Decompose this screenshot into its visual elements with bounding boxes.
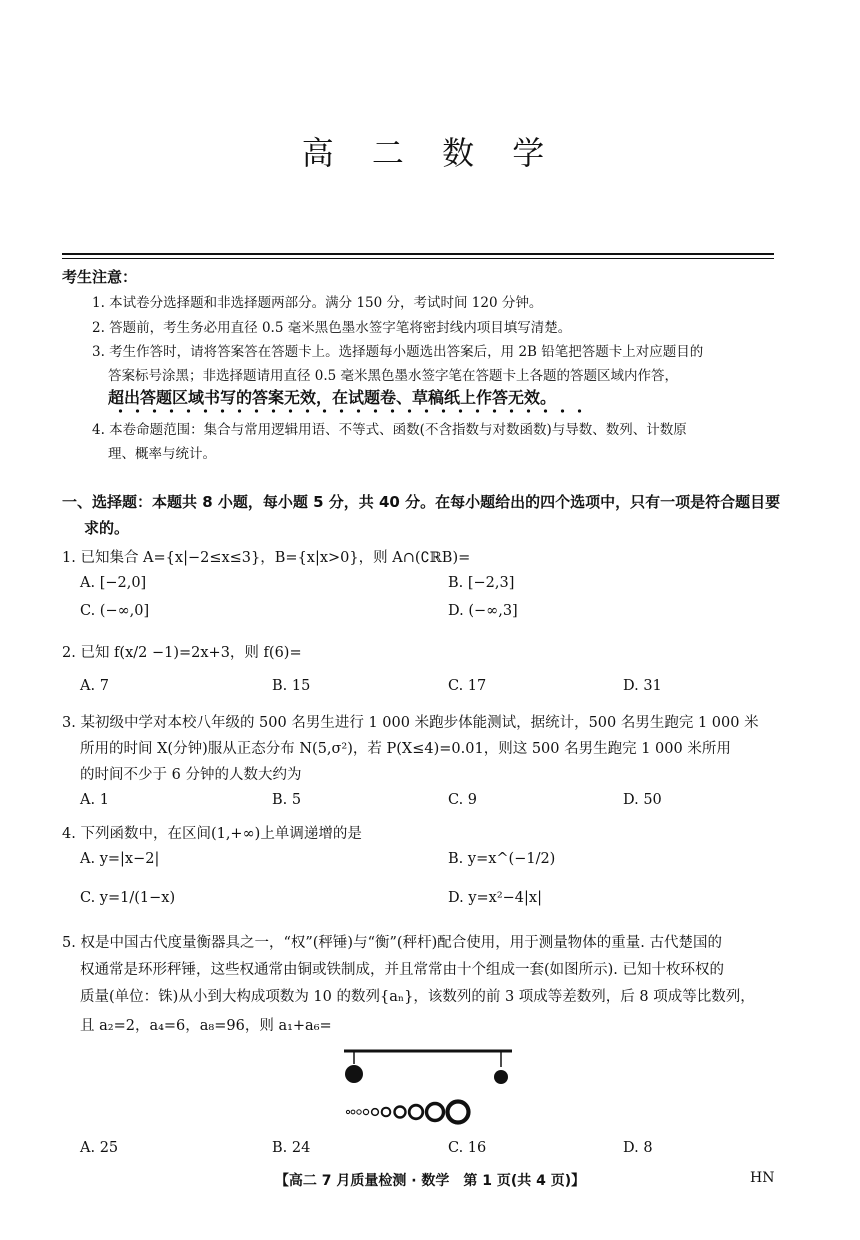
notice-item-2: 2. 答题前，考生务必用直径 0.5 毫米黑色墨水签字笔将密封线内项目填写清楚。 bbox=[92, 320, 572, 336]
notice-item-3-cont: 答案标号涂黑；非选择题请用直径 0.5 毫米黑色墨水签字笔在答题卡上各题的答题区域内作答， bbox=[108, 368, 679, 384]
q5-option-a: A. 25 bbox=[80, 1140, 119, 1156]
q3-option-a: A. 1 bbox=[80, 792, 109, 808]
notice-item-4-cont: 理、概率与统计。 bbox=[108, 446, 216, 462]
q5-stem-line3: 质量(单位：铢)从小到大构成项数为 10 的数列{aₙ}，该数列的前 3 项成等差数列，后 8 项成等比数列， bbox=[80, 989, 755, 1005]
q1-option-d: D. (−∞,3] bbox=[448, 603, 518, 619]
q2-option-b: B. 15 bbox=[272, 678, 311, 694]
q3-stem-line1: 3. 某初级中学对本校八年级的 500 名男生进行 1 000 米跑步体能测试，据统计，500 名男生跑完 1 000 米 bbox=[62, 715, 759, 731]
q5-option-b: B. 24 bbox=[272, 1140, 311, 1156]
q2-stem: 2. 已知 f(x/2 −1)=2x+3，则 f(6)= bbox=[62, 645, 302, 661]
q4-option-a: A. y=|x−2| bbox=[80, 851, 160, 867]
emphasis-dots bbox=[112, 408, 582, 414]
q4-option-b: B. y=x^(−1/2) bbox=[448, 851, 556, 867]
page-footer: 【高二 7 月质量检测 · 数学 第 1 页(共 4 页)】 bbox=[274, 1173, 586, 1189]
header-rule-thin bbox=[62, 258, 774, 259]
q2-option-a: A. 7 bbox=[80, 678, 109, 694]
section-heading-cont: 求的。 bbox=[84, 519, 130, 537]
q3-stem-line2: 所用的时间 X(分钟)服从正态分布 N(5,σ²)，若 P(X≤4)=0.01，则这 500 名男生跑完 1 000 米所用 bbox=[80, 741, 731, 757]
q1-option-b: B. [−2,3] bbox=[448, 575, 515, 591]
notice-item-1: 1. 本试卷分选择题和非选择题两部分。满分 150 分，考试时间 120 分钟。 bbox=[92, 295, 543, 311]
q1-stem: 1. 已知集合 A={x|−2≤x≤3}，B={x|x>0}，则 A∩(∁ℝB)= bbox=[62, 550, 471, 566]
q3-option-b: B. 5 bbox=[272, 792, 302, 808]
q4-option-d: D. y=x²−4|x| bbox=[448, 890, 542, 906]
q2-option-c: C. 17 bbox=[448, 678, 487, 694]
notice-item-3-emphasis: 超出答题区域书写的答案无效，在试题卷、草稿纸上作答无效。 bbox=[108, 388, 557, 407]
notice-item-4: 4. 本卷命题范围：集合与常用逻辑用语、不等式、函数(不含指数与对数函数)与导数、数列、计数原 bbox=[92, 422, 687, 438]
q1-option-a: A. [−2,0] bbox=[80, 575, 147, 591]
notice-item-3: 3. 考生作答时，请将答案答在答题卡上。选择题每小题选出答案后，用 2B 铅笔把答题卡上对应题目的 bbox=[92, 344, 704, 360]
q1-option-c: C. (−∞,0] bbox=[80, 603, 150, 619]
q5-option-c: C. 16 bbox=[448, 1140, 487, 1156]
steelyard-figure bbox=[338, 1040, 518, 1130]
q5-stem-line2: 权通常是环形秤锤，这些权通常由铜或铁制成，并且常常由十个组成一套(如图所示). 已知十枚环权的 bbox=[80, 962, 725, 978]
q5-stem-line1: 5. 权是中国古代度量衡器具之一，“权”(秤锤)与“衡”(秤杆)配合使用，用于测量物体的重量. 古代楚国的 bbox=[62, 935, 722, 951]
page-title: 高 二 数 学 bbox=[301, 134, 559, 172]
q3-option-c: C. 9 bbox=[448, 792, 478, 808]
q2-option-d: D. 31 bbox=[623, 678, 662, 694]
q5-option-d: D. 8 bbox=[623, 1140, 653, 1156]
section-heading: 一、选择题：本题共 8 小题，每小题 5 分，共 40 分。在每小题给出的四个选项中，只有一项是符合题目要 bbox=[62, 493, 781, 511]
q3-stem-line3: 的时间不少于 6 分钟的人数大约为 bbox=[80, 767, 302, 783]
footer-code: HN bbox=[750, 1170, 775, 1186]
q5-stem-line4: 且 a₂=2，a₄=6，a₈=96，则 a₁+a₆= bbox=[80, 1018, 332, 1034]
q4-option-c: C. y=1/(1−x) bbox=[80, 890, 176, 906]
q3-option-d: D. 50 bbox=[623, 792, 662, 808]
notice-heading: 考生注意： bbox=[62, 268, 138, 286]
header-rule-thick bbox=[62, 253, 774, 255]
q4-stem: 4. 下列函数中，在区间(1,+∞)上单调递增的是 bbox=[62, 826, 362, 842]
